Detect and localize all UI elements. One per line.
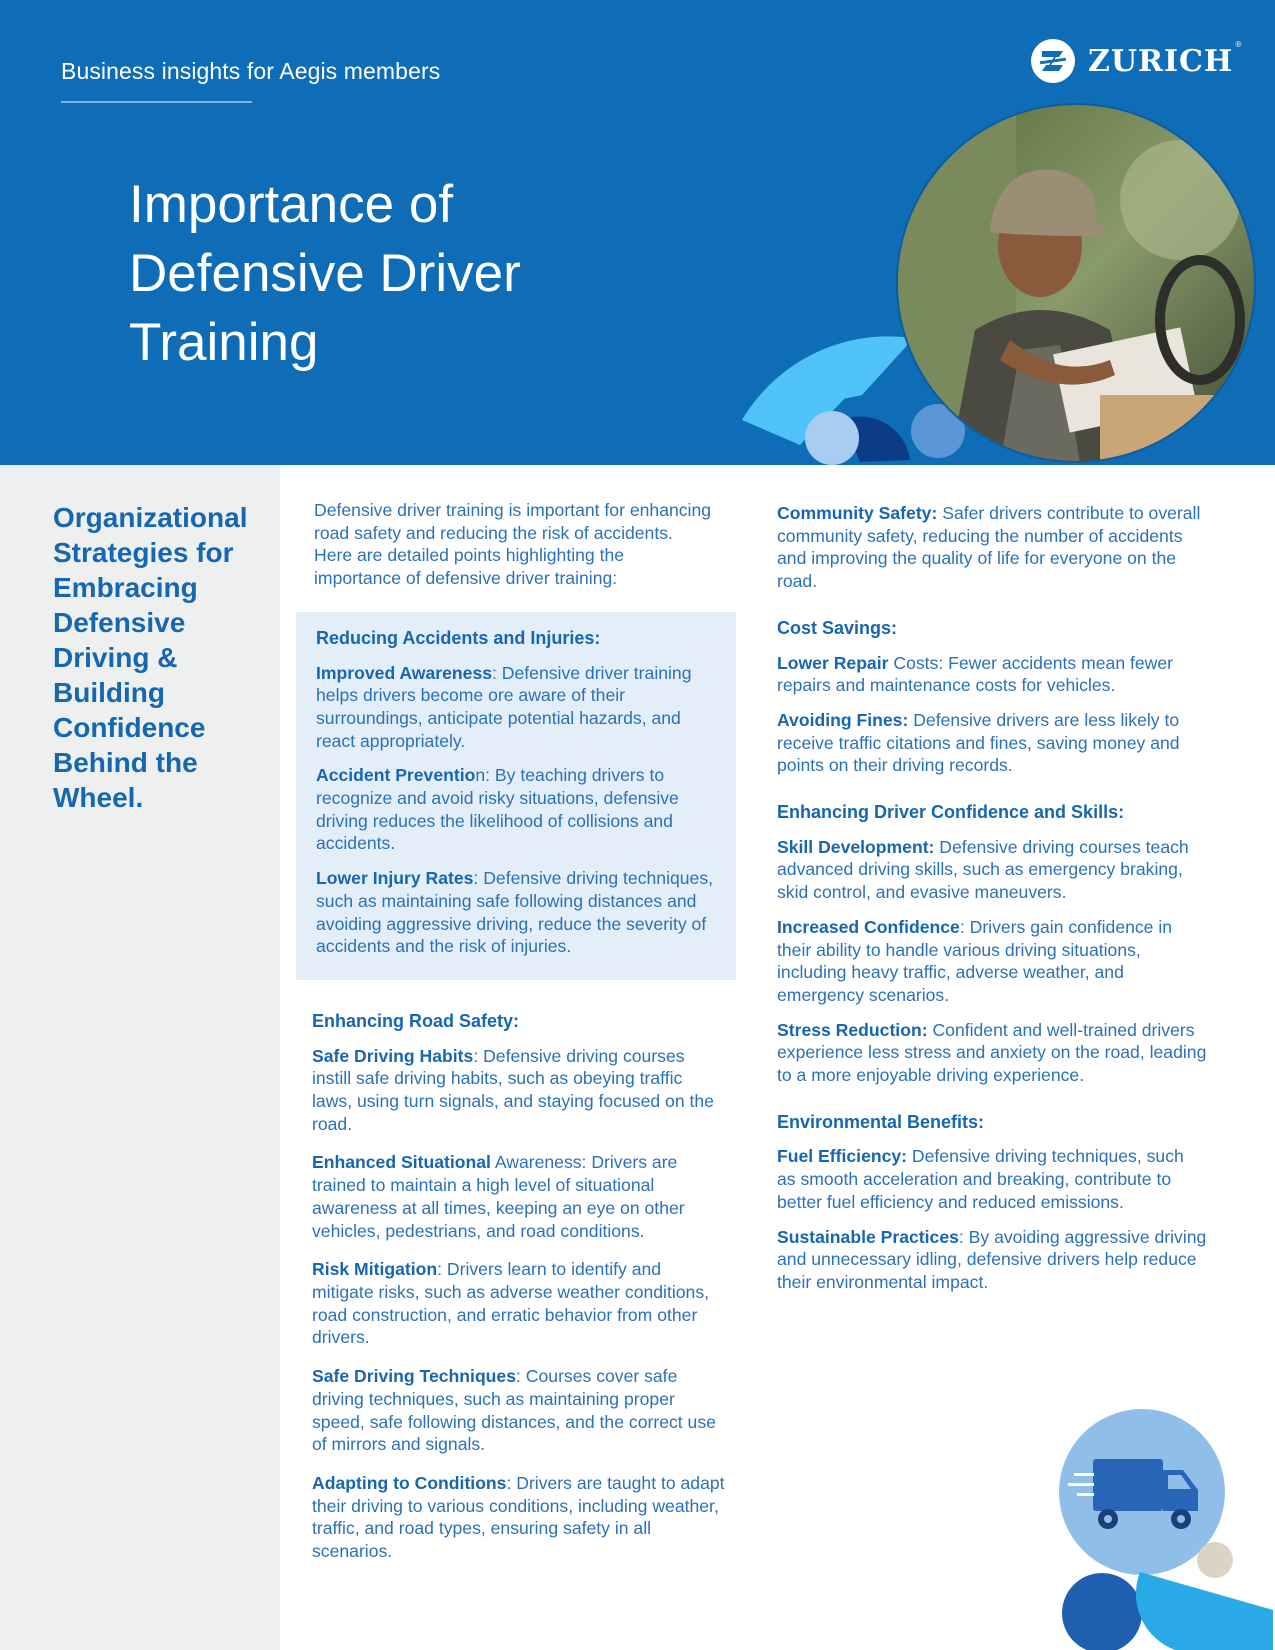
header-banner bbox=[0, 0, 1275, 465]
intro-paragraph: Defensive driver training is important for enhancing road safety and reducing the risk of accidents. Here are detailed points highlighting the importance of defensive driver training: bbox=[314, 500, 712, 589]
title-line-3: Training bbox=[129, 313, 319, 372]
increased-confidence-item bbox=[777, 916, 1207, 1007]
item-text: : Defensive driving techniques, such as maintaining safe following distances and avoiding aggressive driving, reduce the severity of accidents and the risk of injuries. bbox=[316, 868, 714, 957]
middle-column bbox=[296, 499, 736, 1579]
road-safety-section bbox=[296, 1010, 736, 1563]
road-safety-heading: Enhancing Road Safety: bbox=[312, 1010, 520, 1031]
item-term: Adapting to Conditions bbox=[312, 1472, 507, 1493]
accident-prevention-item bbox=[316, 764, 714, 855]
navy-dot bbox=[1062, 1573, 1142, 1650]
delivery-truck-icon bbox=[1068, 1459, 1198, 1529]
item-text: : Drivers are taught to adapt their driving to various conditions, including weather, traffic, and road types, ensuring safety in all scenarios. bbox=[312, 1472, 725, 1562]
tagline: Business insights for Aegis members bbox=[61, 58, 441, 84]
driver-confidence-heading: Enhancing Driver Confidence and Skills: bbox=[777, 802, 1125, 823]
pale-blue-dot bbox=[805, 411, 859, 465]
item-text: Costs: Fewer accidents mean fewer repairs and maintenance costs for vehicles. bbox=[777, 652, 1174, 696]
item-text: Defensive drivers are less likely to receive traffic citations and fines, saving money and points on their driving records. bbox=[777, 709, 1180, 776]
title-line-1: Importance of bbox=[129, 175, 454, 234]
item-term: Risk Mitigation bbox=[312, 1259, 438, 1280]
safe-driving-techniques-item bbox=[312, 1365, 726, 1456]
community-safety-item bbox=[777, 502, 1207, 593]
cyan-wedge bbox=[1136, 1572, 1273, 1650]
cost-savings-heading: Cost Savings: bbox=[777, 617, 898, 638]
item-text: Confident and well-trained drivers experience less stress and anxiety on the road, leading to a more enjoyable driving experience. bbox=[777, 1019, 1207, 1086]
item-text: : Courses cover safe driving techniques, such as maintaining proper speed, safe following distances, and the correct use of mirrors and signals. bbox=[312, 1366, 716, 1455]
header-decoration bbox=[0, 0, 1275, 465]
reducing-accidents-heading: Reducing Accidents and Injuries: bbox=[316, 627, 601, 648]
item-text: Awareness: Drivers are trained to maintain a high level of situational awareness at all times, keeping an eye on other vehicles, pedestrians, and road conditions. bbox=[312, 1152, 685, 1241]
item-term: Safe Driving Techniques bbox=[312, 1366, 517, 1387]
sustainable-practices-item bbox=[777, 1226, 1207, 1294]
item-text: Defensive driving techniques, such as smooth acceleration and breaking, contribute to better fuel efficiency and reduced emissions. bbox=[777, 1146, 1184, 1212]
item-term: Fuel Efficiency: bbox=[777, 1146, 908, 1167]
safe-driving-habits-item bbox=[312, 1045, 726, 1136]
item-term: Lower Injury Rates bbox=[316, 868, 474, 889]
item-term: Enhanced Situational bbox=[312, 1152, 491, 1173]
item-text: : Drivers gain confidence in their ability to handle various driving situations, including heavy traffic, adverse weather, and emergency scenarios. bbox=[777, 916, 1173, 1005]
item-term: Community Safety: bbox=[777, 503, 938, 523]
item-term: Avoiding Fines: bbox=[777, 709, 909, 730]
item-term: Stress Reduction: bbox=[777, 1019, 928, 1040]
item-term: Lower Repair bbox=[777, 652, 889, 673]
situational-awareness-item bbox=[312, 1151, 726, 1242]
item-term: Sustainable Practices bbox=[777, 1226, 959, 1247]
improved-awareness-item bbox=[316, 662, 714, 753]
item-text: Safer drivers contribute to overall community safety, reducing the number of accidents and improving the quality of life for everyone on the road. bbox=[777, 503, 1201, 592]
item-text: : Drivers learn to identify and mitigate risks, such as adverse weather conditions, road construction, and erratic behavior from other drivers. bbox=[312, 1259, 710, 1348]
item-text: Defensive driving courses teach advanced driving skills, such as emergency braking, skid control, and evasive maneuvers. bbox=[777, 836, 1189, 903]
sidebar-heading: Organizational Strategies for Embracing Defensive Driving & Building Confidence Behind the Wheel. bbox=[53, 502, 248, 813]
avoiding-fines-item bbox=[777, 709, 1207, 777]
lower-injury-rates-item bbox=[316, 867, 714, 958]
lower-repair-costs-item bbox=[777, 652, 1207, 697]
reducing-accidents-box bbox=[296, 612, 736, 980]
right-column bbox=[777, 502, 1207, 1306]
item-text: n: By teaching drivers to recognize and avoid risky situations, defensive driving reduces the likelihood of collisions and accidents. bbox=[316, 765, 679, 854]
adapting-conditions-item bbox=[312, 1472, 726, 1563]
registered-mark: ® bbox=[1235, 39, 1243, 49]
item-term: Skill Development: bbox=[777, 836, 935, 857]
title-line-2: Defensive Driver bbox=[129, 244, 521, 303]
truck-badge-circle bbox=[1059, 1409, 1225, 1575]
risk-mitigation-item bbox=[312, 1258, 726, 1349]
item-term: Safe Driving Habits bbox=[312, 1045, 474, 1066]
item-term: Increased Confidence bbox=[777, 916, 960, 937]
environmental-benefits-heading: Environmental Benefits: bbox=[777, 1111, 985, 1132]
skill-development-item bbox=[777, 836, 1207, 904]
item-term: Accident Preventio bbox=[316, 765, 476, 786]
beige-dot bbox=[1197, 1542, 1233, 1578]
fuel-efficiency-item bbox=[777, 1145, 1207, 1213]
item-text: : By avoiding aggressive driving and unnecessary idling, defensive drivers help reduce their environmental impact. bbox=[777, 1226, 1207, 1292]
brand-text: ZURICH bbox=[1088, 43, 1234, 79]
item-term: Improved Awareness bbox=[316, 662, 493, 683]
item-text: : Defensive driving courses instill safe driving habits, such as obeying traffic laws, using turn signals, and staying focused on the road. bbox=[312, 1045, 714, 1134]
item-text: : Defensive driver training helps drivers become ore aware of their surroundings, anticipate potential hazards, and react appropriately. bbox=[316, 662, 692, 751]
stress-reduction-item bbox=[777, 1019, 1207, 1087]
